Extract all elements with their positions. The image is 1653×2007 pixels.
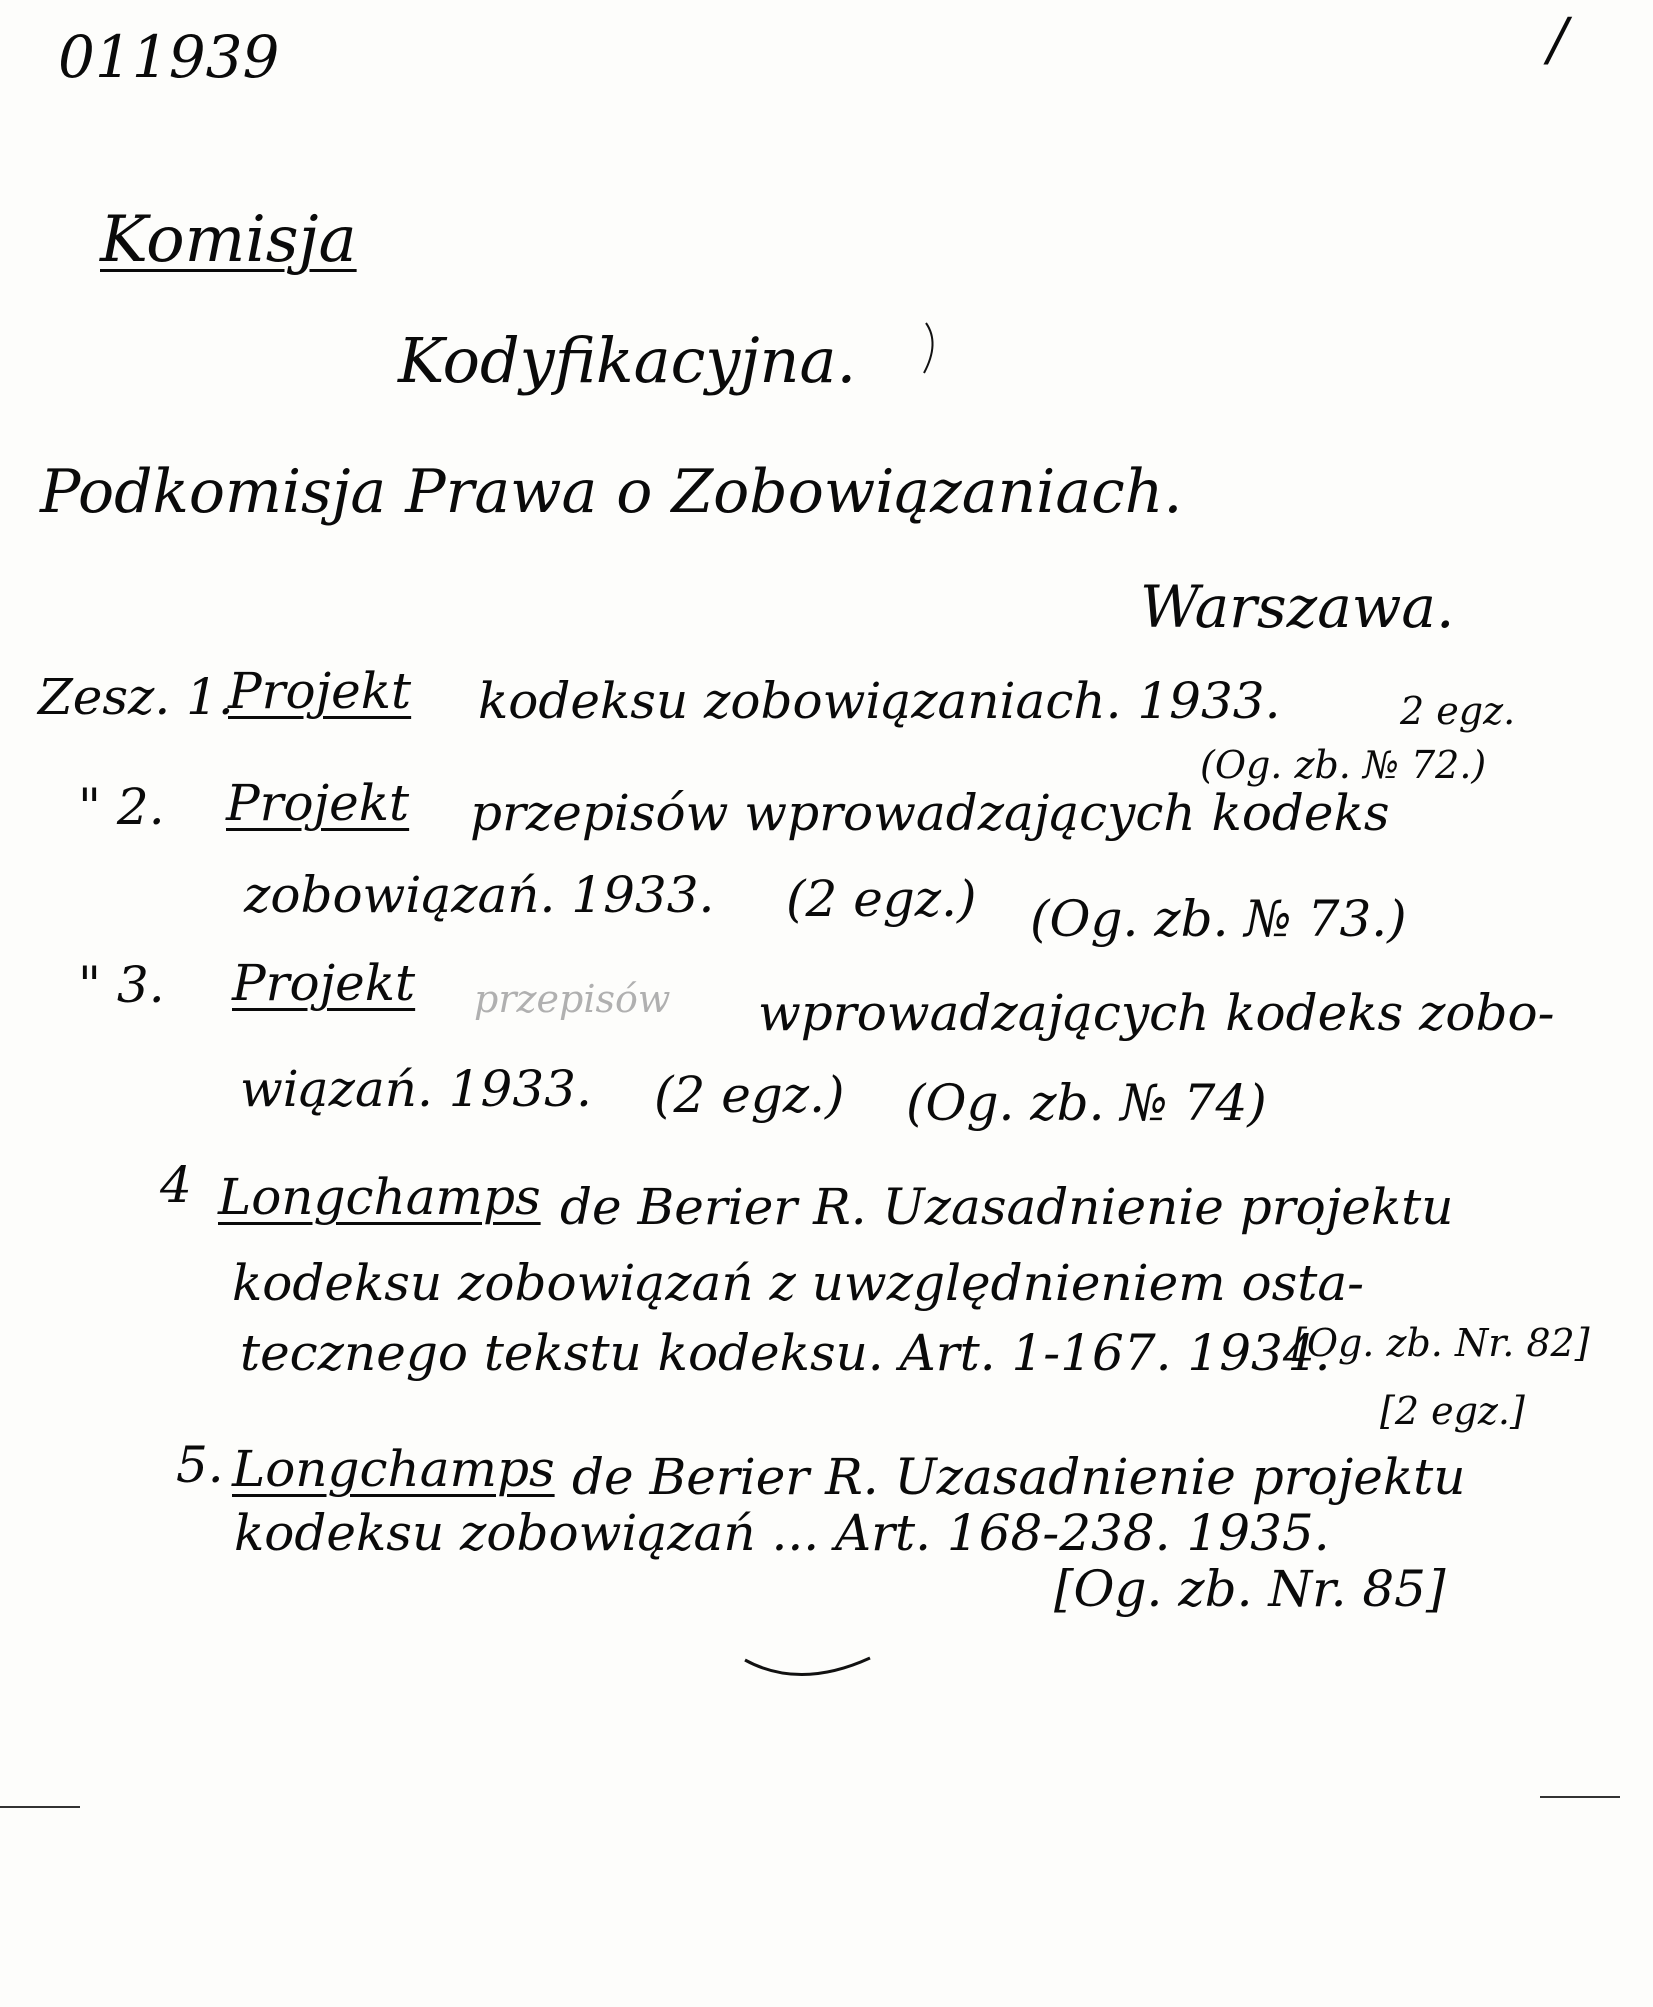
item-text-line1: de Berier R. Uzasadnienie projektu: [560, 1178, 1454, 1236]
item-underlined-word: Projekt: [232, 954, 416, 1012]
item-prefix: 5.: [176, 1436, 224, 1494]
item-ref: [Og. zb. Nr. 85]: [1054, 1560, 1446, 1618]
right-edge-mark: [1540, 1796, 1620, 1798]
item-ref: [Og. zb. Nr. 82]: [1292, 1321, 1590, 1365]
item-prefix: " 2.: [78, 778, 165, 836]
item-faint-word: przepisów: [474, 977, 671, 1021]
item-ref: (Og. zb. № 73.): [1030, 890, 1407, 948]
item-text-line2: wiązań. 1933.: [240, 1060, 592, 1118]
left-edge-mark: [0, 1806, 80, 1808]
closing-flourish: [740, 1650, 880, 1700]
item-text-line1: wprowadzających kodeks zobo-: [758, 984, 1555, 1042]
item-text-line2: kodeksu zobowiązań ... Art. 168-238. 1935.: [234, 1504, 1330, 1562]
item-underlined-word: Longchamps: [232, 1440, 555, 1498]
item-prefix: " 3.: [78, 956, 165, 1014]
item-text: kodeksu zobowiązaniach. 1933.: [478, 672, 1281, 730]
item-ref: (Og. zb. № 72.): [1200, 743, 1487, 787]
heading-line2: Kodyfikacyjna.: [398, 324, 857, 397]
item-text-line1: przepisów wprowadzających kodeks: [470, 784, 1390, 842]
subcommission-heading: Podkomisja Prawa o Zobowiązaniach.: [40, 457, 1183, 527]
item-text-line3: tecznego tekstu kodeksu. Art. 1-167. 1934.: [240, 1324, 1331, 1382]
page-mark: /: [1548, 5, 1568, 73]
item-underlined-word: Projekt: [228, 662, 412, 720]
heading-bracket-mark: [918, 318, 948, 378]
item-copies: 2 egz.: [1400, 689, 1516, 733]
item-underlined-word: Projekt: [226, 774, 410, 832]
item-underlined-word: Longchamps: [218, 1168, 541, 1226]
item-copies: (2 egz.): [786, 870, 977, 928]
ref-number: 011939: [58, 23, 280, 91]
item-text-line2: kodeksu zobowiązań z uwzględnieniem osta-: [232, 1254, 1365, 1312]
item-ref: (Og. zb. № 74): [906, 1074, 1267, 1132]
city: Warszawa.: [1140, 573, 1455, 641]
item-copies: (2 egz.): [654, 1066, 845, 1124]
item-copies: [2 egz.]: [1380, 1389, 1525, 1433]
item-prefix: 4: [160, 1156, 192, 1214]
item-text-line2: zobowiązań. 1933.: [244, 866, 715, 924]
item-prefix: Zesz. 1.: [38, 668, 234, 726]
heading-line1: Komisja: [100, 203, 357, 277]
item-text-line1: de Berier R. Uzasadnienie projektu: [572, 1448, 1466, 1506]
